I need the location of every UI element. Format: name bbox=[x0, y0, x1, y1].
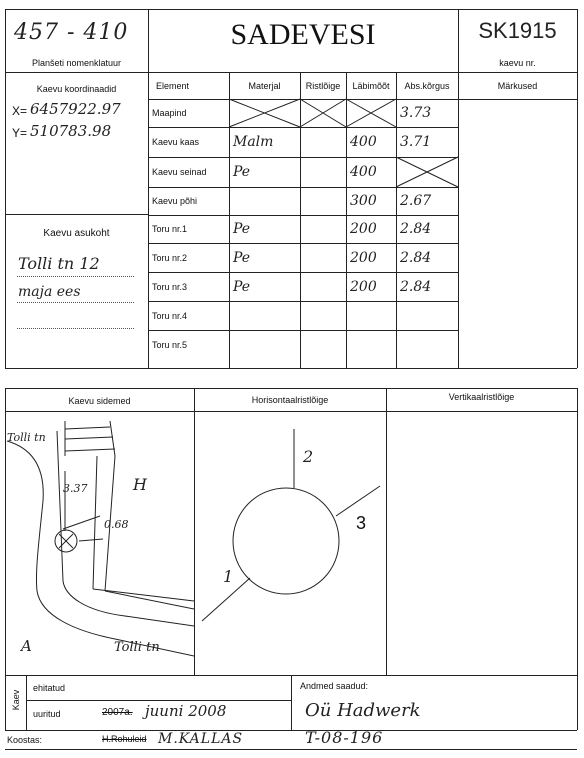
street-top-label: Tolli tn bbox=[7, 431, 46, 444]
table-row-diameter: 200 bbox=[350, 221, 377, 237]
location-line1: Tolli tn 12 bbox=[18, 254, 100, 273]
table-row-diameter: 400 bbox=[350, 164, 377, 180]
coord-y-value: 510783.98 bbox=[30, 122, 112, 140]
coord-x-prefix: X= bbox=[12, 104, 28, 118]
data-source-label: Andmed saadud: bbox=[300, 681, 369, 691]
table-row-element: Toru nr.5 bbox=[152, 340, 188, 350]
table-row-material: Malm bbox=[233, 134, 274, 150]
data-source-value: Oü Hadwerk bbox=[305, 700, 421, 721]
pipe-2-label: 2 bbox=[303, 447, 314, 466]
document-code: T-08-196 bbox=[305, 728, 384, 747]
distance-1-label: 3.37 bbox=[63, 482, 88, 495]
nomenclature-value: 457 - 410 bbox=[14, 20, 129, 45]
table-row-material: Pe bbox=[233, 221, 251, 237]
page-title: SADEVESI bbox=[230, 18, 376, 51]
nomenclature-label: Planšeti nomenklatuur bbox=[31, 58, 122, 68]
col-header-cross: Ristlõige bbox=[305, 80, 341, 91]
table-row-elevation: 2.84 bbox=[400, 278, 432, 295]
street-bottom-label: Tolli tn bbox=[114, 640, 160, 655]
table-row-element: Toru nr.4 bbox=[152, 310, 188, 321]
table-row-diameter: 200 bbox=[350, 278, 377, 295]
site-sketch bbox=[5, 411, 194, 675]
surveyed-value: juuni 2008 bbox=[145, 702, 227, 720]
pipe-1-label: 1 bbox=[223, 567, 234, 586]
coord-y-prefix: Y= bbox=[12, 126, 28, 140]
surveyed-struck-value: 2007a. bbox=[102, 707, 133, 718]
location-line2: maja ees bbox=[18, 284, 81, 300]
compiled-value: M.KALLAS bbox=[158, 731, 244, 747]
horizontal-section-label: Horisontaalristlõige bbox=[251, 395, 329, 405]
distance-2-label: 0.68 bbox=[104, 518, 129, 531]
col-header-elevation: Abs.kõrgus bbox=[404, 80, 450, 91]
compiled-struck-value: H.Rohuleid bbox=[102, 734, 147, 744]
col-header-notes: Märkused bbox=[497, 80, 538, 91]
coords-label: Kaevu koordinaadid bbox=[36, 84, 117, 94]
table-row-element: Toru nr.2 bbox=[152, 252, 188, 263]
table-row-diameter: 400 bbox=[350, 134, 377, 150]
table-row-element: Maapind bbox=[152, 108, 187, 118]
table-row-element: Toru nr.1 bbox=[152, 224, 188, 234]
table-row-element: Kaevu kaas bbox=[152, 137, 200, 147]
compiled-label: Koostas: bbox=[7, 735, 43, 745]
table-row-elevation: 3.73 bbox=[400, 105, 432, 121]
table-row-elevation: 2.84 bbox=[400, 249, 432, 266]
table-row-elevation: 2.84 bbox=[400, 221, 432, 237]
corner-label: A bbox=[21, 637, 32, 655]
footer-side-label: Kaev bbox=[11, 689, 21, 711]
horizontal-section-drawing bbox=[194, 411, 386, 675]
well-number-label: kaevu nr. bbox=[499, 58, 536, 68]
table-row-diameter: 200 bbox=[350, 249, 377, 266]
building-label: H bbox=[133, 475, 147, 494]
surveyed-label: uuritud bbox=[33, 709, 61, 719]
coord-x-value: 6457922.97 bbox=[30, 100, 121, 118]
connections-label: Kaevu sidemed bbox=[68, 396, 131, 406]
table-row-element: Kaevu põhi bbox=[152, 196, 198, 206]
table-row-elevation: 3.71 bbox=[400, 134, 432, 150]
table-row-element: Toru nr.3 bbox=[152, 281, 188, 292]
table-row-elevation: 2.67 bbox=[400, 193, 432, 209]
built-label: ehitatud bbox=[33, 683, 66, 693]
col-header-element: Element bbox=[156, 80, 190, 91]
location-label: Kaevu asukoht bbox=[43, 228, 110, 239]
table-row-material: Pe bbox=[233, 249, 251, 266]
vertical-section-label: Vertikaalristlõige bbox=[448, 392, 515, 402]
table-row-diameter: 300 bbox=[350, 193, 377, 209]
pipe-3-label: 3 bbox=[356, 513, 367, 533]
well-number: SK1915 bbox=[478, 18, 557, 43]
col-header-material: Materjal bbox=[248, 80, 281, 91]
table-row-element: Kaevu seinad bbox=[152, 167, 207, 177]
table-row-material: Pe bbox=[233, 164, 251, 180]
col-header-diameter: Läbimõõt bbox=[352, 80, 390, 91]
table-row-material: Pe bbox=[233, 278, 251, 295]
